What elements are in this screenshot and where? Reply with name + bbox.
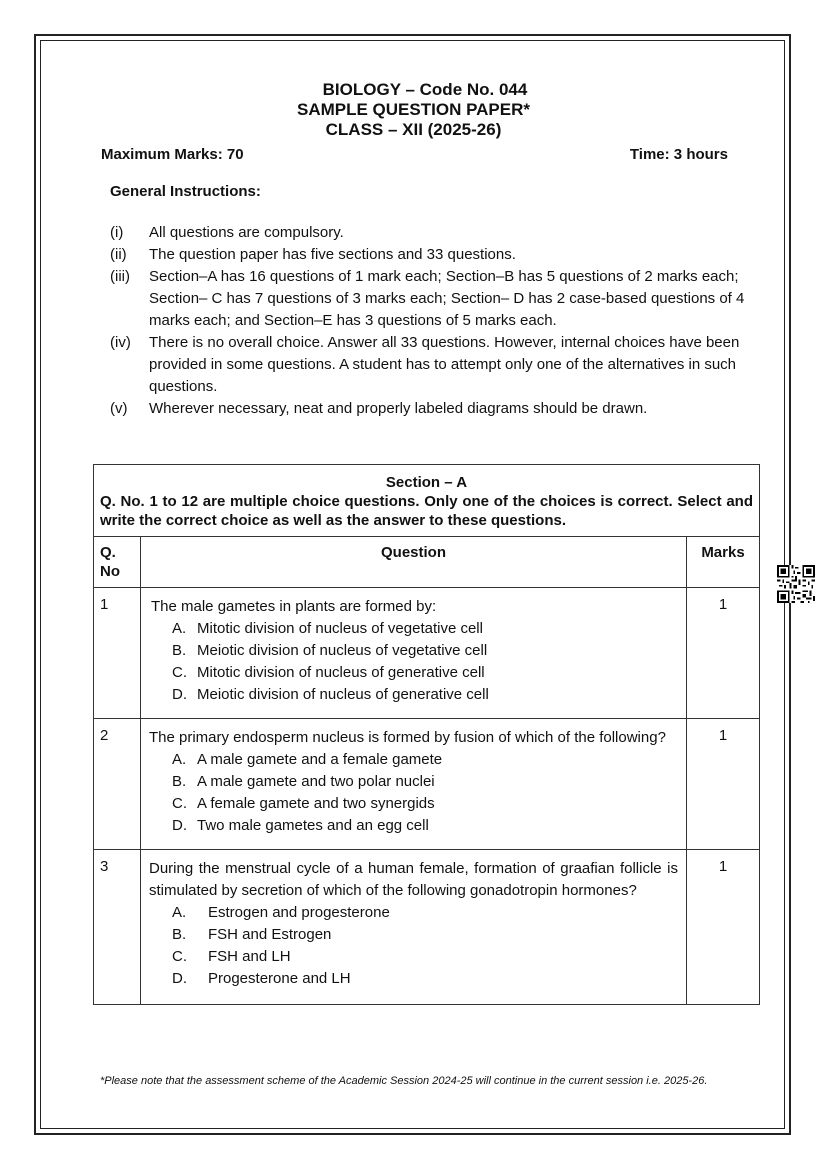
instruction-item (110, 266, 750, 332)
instruction-number: (iv) (110, 334, 131, 351)
instructions-heading: General Instructions: (110, 183, 261, 200)
question-text: The male gametes in plants are formed by: (151, 598, 437, 615)
marks-time-row (101, 146, 728, 163)
option-item (172, 618, 678, 640)
option-item (172, 771, 678, 793)
options-list (172, 618, 678, 706)
option-item (172, 662, 678, 684)
column-header-qno: Q. No (94, 537, 141, 588)
option-letter: C. (172, 948, 187, 965)
option-text: A male gamete and a female gamete (197, 751, 443, 768)
option-text: Progesterone and LH (208, 970, 351, 987)
column-header-row (94, 537, 760, 588)
column-header-marks: Marks (687, 537, 760, 588)
option-item (172, 640, 678, 662)
option-letter: D. (172, 970, 187, 987)
instruction-text: Section–A has 16 questions of 1 mark each; Section–B has 5 questions of 2 marks each; Section– C has 7 questions of 3 marks each; Section– D has 2 case-based questions of 4 marks each; and Section–E has 3 questions of 5 marks each. (149, 268, 745, 329)
options-list (172, 902, 678, 990)
instruction-text: Wherever necessary, neat and properly labeled diagrams should be drawn. (149, 400, 648, 417)
option-letter: A. (172, 751, 187, 768)
option-letter: C. (172, 795, 187, 812)
instruction-item (110, 222, 750, 244)
instructions-list (110, 222, 750, 420)
option-letter: D. (172, 686, 187, 703)
max-marks: Maximum Marks: 70 (101, 146, 244, 163)
option-item (172, 793, 678, 815)
option-item (172, 902, 678, 924)
option-text: Estrogen and progesterone (208, 904, 390, 921)
option-text: FSH and Estrogen (208, 926, 332, 943)
option-text: Meiotic division of nucleus of vegetative cell (197, 642, 488, 659)
options-list (172, 749, 678, 837)
section-header-row (94, 465, 760, 537)
table-row (94, 850, 760, 1005)
question-marks: 1 (687, 588, 760, 719)
time-allowed: Time: 3 hours (629, 146, 728, 163)
instruction-number: (v) (110, 400, 128, 417)
option-letter: A. (172, 904, 187, 921)
instruction-item (110, 332, 750, 398)
option-text: Meiotic division of nucleus of generative cell (197, 686, 489, 703)
qr-code-icon (777, 565, 815, 603)
paper-subtitle: SAMPLE QUESTION PAPER* (297, 100, 530, 119)
question-text: The primary endosperm nucleus is formed by fusion of which of the following? (149, 729, 666, 746)
instruction-text: There is no overall choice. Answer all 33 questions. However, internal choices have been provided in some questions. A student has to attempt only one of the alternatives in such questions. (149, 334, 740, 395)
table-row (94, 719, 760, 850)
section-header-cell (94, 465, 760, 537)
question-cell (141, 850, 687, 1005)
option-item (172, 924, 678, 946)
question-number: 2 (94, 719, 141, 850)
question-table (93, 464, 760, 1005)
column-header-question: Question (141, 537, 687, 588)
instruction-text: All questions are compulsory. (149, 224, 344, 241)
option-letter: A. (172, 620, 187, 637)
option-text: Mitotic division of nucleus of vegetative cell (197, 620, 483, 637)
footnote: *Please note that the assessment scheme of the Academic Session 2024-25 will continue in the current session i.e. 2025-26. (100, 1075, 708, 1087)
question-number: 1 (94, 588, 141, 719)
question-cell (141, 719, 687, 850)
option-text: A male gamete and two polar nuclei (197, 773, 435, 790)
question-marks: 1 (687, 719, 760, 850)
section-description: Q. No. 1 to 12 are multiple choice questions. Only one of the choices is correct. Select and write the correct choice as well as the answer to these questions. (100, 493, 753, 529)
option-text: Mitotic division of nucleus of generative cell (197, 664, 485, 681)
question-marks: 1 (687, 850, 760, 1005)
question-cell (141, 588, 687, 719)
option-item (172, 815, 678, 837)
instruction-text: The question paper has five sections and 33 questions. (149, 246, 516, 263)
option-letter: B. (172, 773, 187, 790)
title-block (0, 80, 827, 140)
option-item (172, 749, 678, 771)
table-row (94, 588, 760, 719)
option-text: FSH and LH (208, 948, 291, 965)
option-item (172, 946, 678, 968)
option-letter: B. (172, 926, 187, 943)
instruction-number: (ii) (110, 246, 127, 263)
option-letter: C. (172, 664, 187, 681)
option-letter: B. (172, 642, 187, 659)
option-text: A female gamete and two synergids (197, 795, 435, 812)
option-item (172, 968, 678, 990)
class-label: CLASS – XII (2025-26) (325, 120, 502, 139)
question-text: During the menstrual cycle of a human female, formation of graafian follicle is stimulated by secretion of which of the following gonadotropin hormones? (149, 860, 678, 899)
option-item (172, 684, 678, 706)
option-letter: D. (172, 817, 187, 834)
paper-title: BIOLOGY – Code No. 044 (322, 80, 528, 99)
section-title: Section – A (385, 474, 468, 491)
instruction-number: (i) (110, 224, 124, 241)
instruction-item (110, 398, 750, 420)
instruction-number: (iii) (110, 268, 130, 285)
instruction-item (110, 244, 750, 266)
option-text: Two male gametes and an egg cell (197, 817, 429, 834)
question-number: 3 (94, 850, 141, 1005)
